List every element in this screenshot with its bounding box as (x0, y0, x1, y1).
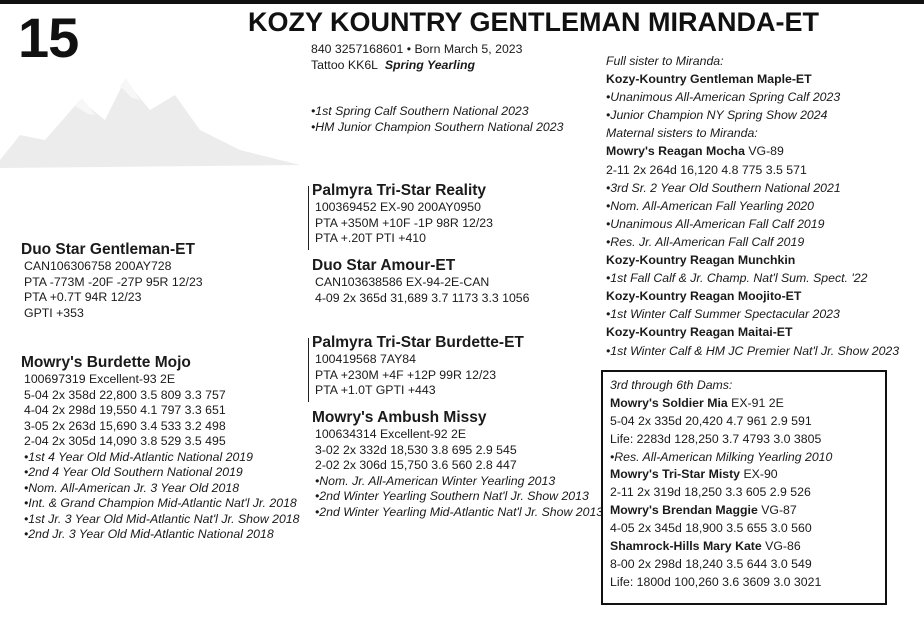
dams-dam-honor: •2nd Winter Yearling Southern Nat'l Jr. Show 2013 (315, 489, 589, 503)
moojito-honor: •1st Winter Calf Summer Spectacular 2023 (606, 307, 840, 322)
marykate-lifetime: Life: 1800d 100,260 3.6 3609 3.0 3021 (610, 574, 822, 589)
sires-dam-block (312, 256, 529, 306)
maggie-name: Mowry's Brendan Maggie (610, 503, 758, 518)
munchkin-name: Kozy-Kountry Reagan Munchkin (606, 253, 796, 268)
ancestral-dams-box (601, 370, 887, 605)
sire-line: GPTI +353 (24, 305, 84, 320)
maitai-name: Kozy-Kountry Reagan Maitai-ET (606, 325, 793, 340)
sires-sire-line: 100369452 EX-90 200AY0950 (315, 200, 481, 214)
sire-block (21, 240, 203, 321)
maggie-score: VG-87 (757, 503, 797, 518)
lot-number: 15 (18, 6, 79, 69)
marykate-name: Shamrock-Hills Mary Kate (610, 539, 762, 554)
sires-sire-name: Palmyra Tri-Star Reality (312, 182, 487, 199)
full-sister-honor: •Junior Champion NY Spring Show 2024 (606, 108, 828, 123)
soldier-record: 5-04 2x 335d 20,420 4.7 961 2.9 591 (610, 413, 812, 428)
dams-dam-honor: •Nom. Jr. All-American Winter Yearling 2013 (315, 473, 556, 488)
dam-line: 4-04 2x 298d 19,550 4.1 797 3.3 651 (24, 403, 226, 417)
dam-bracket (308, 338, 309, 402)
mocha-honor: •Unanimous All-American Fall Calf 2019 (606, 216, 825, 231)
dam-honor: •Nom. All-American Jr. 3 Year Old 2018 (24, 480, 240, 495)
top-rule (0, 0, 924, 4)
mocha-name: Mowry's Reagan Mocha (606, 144, 745, 159)
sire-bracket (308, 186, 309, 250)
animal-id-line: 840 3257168601 • Born March 5, 2023 (311, 42, 523, 56)
sires-dam-line: 4-09 2x 365d 31,689 3.7 1173 3.3 1056 (315, 290, 530, 305)
dams-sire-name: Palmyra Tri-Star Burdette-ET (312, 334, 524, 351)
maggie-record: 4-05 2x 345d 18,900 3.5 655 3.0 560 (610, 521, 812, 536)
maternal-sisters-heading: Maternal sisters to Miranda: (606, 126, 758, 141)
sire-line: CAN106306758 200AY728 (24, 259, 172, 273)
dams-sire-line: PTA +1.0T GPTI +443 (315, 383, 436, 397)
dams-dam-name: Mowry's Ambush Missy (312, 409, 487, 426)
dams-dam-line: 100634314 Excellent-92 2E (315, 427, 467, 441)
dam-honor: •2nd 4 Year Old Southern National 2019 (24, 465, 243, 479)
soldier-name: Mowry's Soldier Mia (610, 395, 728, 410)
maitai-honor: •1st Winter Calf & HM JC Premier Nat'l Jr. Show 2023 (606, 343, 900, 358)
full-sister-name: Kozy-Kountry Gentleman Maple-ET (606, 72, 812, 87)
misty-name: Mowry's Tri-Star Misty (610, 467, 741, 482)
sire-line: PTA +0.7T 94R 12/23 (24, 290, 142, 304)
dams-box-heading: 3rd through 6th Dams: (610, 378, 733, 392)
animal-honor: •HM Junior Champion Southern National 2023 (311, 119, 564, 134)
page-title: KOZY KOUNTRY GENTLEMAN MIRANDA-ET (248, 7, 819, 37)
dam-line: 2-04 2x 305d 14,090 3.8 529 3.5 495 (24, 434, 226, 448)
mocha-score: VG-89 (744, 144, 784, 159)
dam-honor: •Int. & Grand Champion Mid-Atlantic Nat'l Jr. 2018 (24, 496, 297, 510)
dam-honor: •1st 4 Year Old Mid-Atlantic National 2019 (24, 449, 253, 464)
mocha-record: 2-11 2x 264d 16,120 4.8 775 3.5 571 (606, 162, 807, 177)
marykate-record: 8-00 2x 298d 18,240 3.5 644 3.0 549 (610, 556, 812, 571)
dam-line: 5-04 2x 358d 22,800 3.5 809 3.3 757 (24, 387, 226, 402)
sires-sire-line: PTA +350M +10F -1P 98R 12/23 (315, 215, 493, 230)
sires-dam-name: Duo Star Amour-ET (312, 257, 456, 274)
animal-honor: •1st Spring Calf Southern National 2023 (311, 104, 529, 118)
sires-dam-line: CAN103638586 EX-94-2E-CAN (315, 275, 490, 289)
mocha-honor: •Res. Jr. All-American Fall Calf 2019 (606, 234, 805, 249)
full-sister-honor: •Unanimous All-American Spring Calf 2023 (606, 90, 841, 105)
sisters-column (606, 54, 899, 362)
mocha-honor: •3rd Sr. 2 Year Old Southern National 2021 (606, 180, 841, 195)
dam-line: 100697319 Excellent-93 2E (24, 372, 176, 386)
sire-name: Duo Star Gentleman-ET (21, 241, 195, 258)
soldier-honor: •Res. All-American Milking Yearling 2010 (610, 449, 833, 464)
misty-record: 2-11 2x 319d 18,250 3.3 605 2.9 526 (610, 485, 811, 500)
full-sister-heading: Full sister to Miranda: (606, 54, 724, 68)
soldier-score: EX-91 2E (727, 395, 784, 410)
dams-sire-block (312, 333, 524, 399)
dams-dam-block (312, 408, 603, 520)
dams-dam-line: 2-02 2x 306d 15,750 3.6 560 2.8 447 (315, 458, 517, 472)
misty-score: EX-90 (740, 467, 778, 482)
animal-tattoo: Tattoo KK6L (311, 57, 378, 72)
dam-line: 3-05 2x 263d 15,690 3.4 533 3.2 498 (24, 418, 226, 433)
dams-dam-honor: •2nd Winter Yearling Mid-Atlantic Nat'l Jr. Show 2013 (315, 504, 604, 519)
animal-info (311, 42, 563, 135)
dams-dam-line: 3-02 2x 332d 18,530 3.8 695 2.9 545 (315, 442, 517, 457)
soldier-lifetime: Life: 2283d 128,250 3.7 4793 3.0 3805 (610, 431, 822, 446)
sires-sire-block (312, 181, 493, 247)
moojito-name: Kozy-Kountry Reagan Moojito-ET (606, 289, 802, 304)
dam-block (21, 353, 299, 543)
dams-sire-line: PTA +230M +4F +12P 99R 12/23 (315, 367, 497, 382)
animal-class: Spring Yearling (384, 57, 476, 72)
marykate-score: VG-86 (761, 539, 801, 554)
sire-line: PTA -773M -20F -27P 95R 12/23 (24, 274, 203, 289)
dam-name: Mowry's Burdette Mojo (21, 354, 191, 371)
munchkin-honor: •1st Fall Calf & Jr. Champ. Nat'l Sum. Spect. '22 (606, 271, 868, 286)
mocha-honor: •Nom. All-American Fall Yearling 2020 (606, 198, 814, 213)
dam-honor: •1st Jr. 3 Year Old Mid-Atlantic Nat'l Jr. Show 2018 (24, 511, 300, 526)
dam-honor: •2nd Jr. 3 Year Old Mid-Atlantic National 2018 (24, 527, 274, 541)
sires-sire-line: PTA +.20T PTI +410 (315, 231, 426, 245)
dams-sire-line: 100419568 7AY84 (315, 352, 416, 366)
